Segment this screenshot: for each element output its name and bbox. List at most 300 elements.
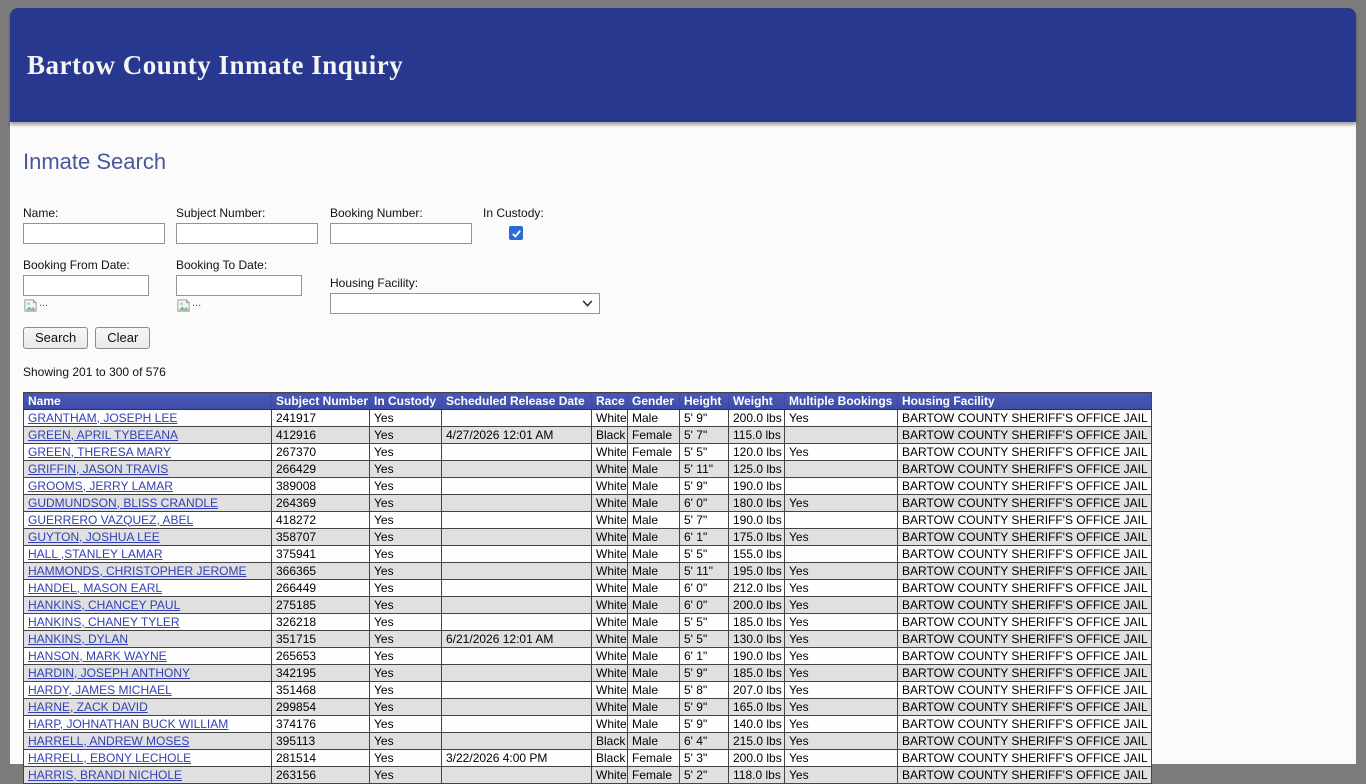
cell-subject-number: 241917 [272,410,370,427]
inmate-name-link[interactable]: HARRELL, EBONY LECHOLE [28,750,192,765]
cell-gender: Male [628,461,680,478]
cell-name [24,699,272,716]
booking-to-date-label: Booking To Date: [176,258,268,272]
form-buttons [23,327,1343,349]
cell-height: 5' 2" [680,767,729,784]
cell-race: White [592,648,628,665]
table-row [24,614,1152,631]
cell-height: 5' 9" [680,410,729,427]
table-row [24,529,1152,546]
cell-housing-facility: BARTOW COUNTY SHERIFF'S OFFICE JAIL [898,597,1152,614]
app-header [10,8,1356,122]
cell-subject-number: 395113 [272,733,370,750]
cell-in-custody: Yes [370,750,442,767]
cell-name [24,529,272,546]
cell-subject-number: 351468 [272,682,370,699]
cell-in-custody: Yes [370,478,442,495]
column-header: Weight [729,393,785,410]
cell-scheduled-release-date [442,529,592,546]
cell-name [24,444,272,461]
cell-gender: Male [628,529,680,546]
cell-weight: 190.0 lbs [729,478,785,495]
cell-weight: 165.0 lbs [729,699,785,716]
cell-multiple-bookings: Yes [785,614,898,631]
cell-name [24,580,272,597]
cell-scheduled-release-date [442,580,592,597]
table-row [24,716,1152,733]
table-row [24,750,1152,767]
cell-housing-facility: BARTOW COUNTY SHERIFF'S OFFICE JAIL [898,546,1152,563]
cell-subject-number: 264369 [272,495,370,512]
cell-subject-number: 366365 [272,563,370,580]
cell-gender: Male [628,546,680,563]
table-row [24,767,1152,784]
cell-scheduled-release-date [442,648,592,665]
cell-multiple-bookings [785,512,898,529]
cell-race: White [592,563,628,580]
cell-in-custody: Yes [370,648,442,665]
cell-multiple-bookings [785,461,898,478]
inmate-name-link[interactable]: GRIFFIN, JASON TRAVIS [28,461,169,476]
table-row [24,699,1152,716]
cell-in-custody: Yes [370,767,442,784]
cell-multiple-bookings: Yes [785,682,898,699]
cell-scheduled-release-date: 3/22/2026 4:00 PM [442,750,592,767]
cell-housing-facility: BARTOW COUNTY SHERIFF'S OFFICE JAIL [898,648,1152,665]
cell-housing-facility: BARTOW COUNTY SHERIFF'S OFFICE JAIL [898,682,1152,699]
cell-weight: 120.0 lbs [729,444,785,461]
subject-number-label: Subject Number: [176,206,266,220]
cell-height: 5' 7" [680,427,729,444]
inmate-name-link[interactable]: HARRELL, ANDREW MOSES [28,733,190,748]
cell-name [24,512,272,529]
cell-in-custody: Yes [370,716,442,733]
cell-scheduled-release-date [442,495,592,512]
table-row [24,461,1152,478]
cell-race: White [592,478,628,495]
cell-height: 5' 5" [680,631,729,648]
cell-weight: 185.0 lbs [729,614,785,631]
results-table [23,392,1152,784]
results-area [23,392,1343,784]
in-custody-label: In Custody: [483,206,544,220]
housing-facility-select[interactable] [330,293,600,314]
cell-housing-facility: BARTOW COUNTY SHERIFF'S OFFICE JAIL [898,512,1152,529]
page-title: Bartow County Inmate Inquiry [27,49,404,80]
cell-in-custody: Yes [370,512,442,529]
cell-multiple-bookings: Yes [785,716,898,733]
cell-scheduled-release-date [442,597,592,614]
cell-gender: Male [628,699,680,716]
broken-image-icon[interactable] [176,298,191,313]
cell-in-custody: Yes [370,733,442,750]
cell-gender: Female [628,427,680,444]
cell-housing-facility: BARTOW COUNTY SHERIFF'S OFFICE JAIL [898,563,1152,580]
cell-name [24,614,272,631]
cell-scheduled-release-date [442,410,592,427]
search-form [23,206,1343,379]
cell-multiple-bookings [785,427,898,444]
cell-subject-number: 266449 [272,580,370,597]
cell-subject-number: 374176 [272,716,370,733]
cell-height: 5' 9" [680,478,729,495]
housing-facility-label: Housing Facility: [330,276,419,290]
cell-weight: 200.0 lbs [729,597,785,614]
cell-scheduled-release-date [442,665,592,682]
inmate-name-link[interactable]: HARP, JOHNATHAN BUCK WILLIAM [28,716,229,731]
cell-scheduled-release-date [442,512,592,529]
cell-gender: Female [628,750,680,767]
table-row [24,682,1152,699]
cell-scheduled-release-date [442,716,592,733]
booking-to-date-input[interactable] [176,275,302,296]
cell-in-custody: Yes [370,682,442,699]
cell-in-custody: Yes [370,461,442,478]
inmate-name-link[interactable]: HARRIS, BRANDI NICHOLE [28,767,183,782]
cell-multiple-bookings: Yes [785,767,898,784]
cell-name [24,665,272,682]
cell-in-custody: Yes [370,444,442,461]
main-content [10,122,1356,782]
cell-weight: 212.0 lbs [729,580,785,597]
cell-race: Black [592,427,628,444]
cell-race: White [592,665,628,682]
inmate-name-link[interactable]: HAMMONDS, CHRISTOPHER JEROME [28,563,247,578]
cell-race: White [592,699,628,716]
cell-in-custody: Yes [370,665,442,682]
cell-in-custody: Yes [370,546,442,563]
column-header: Scheduled Release Date [442,393,592,410]
inmate-name-link[interactable]: HANKINS, CHANCEY PAUL [28,597,181,612]
cell-subject-number: 358707 [272,529,370,546]
cell-gender: Male [628,665,680,682]
cell-multiple-bookings: Yes [785,750,898,767]
cell-height: 6' 0" [680,495,729,512]
cell-name [24,478,272,495]
cell-gender: Female [628,444,680,461]
cell-in-custody: Yes [370,427,442,444]
inmate-name-link[interactable]: HARDY, JAMES MICHAEL [28,682,172,697]
cell-subject-number: 275185 [272,597,370,614]
cell-scheduled-release-date [442,444,592,461]
cell-weight: 215.0 lbs [729,733,785,750]
table-row [24,410,1152,427]
cell-height: 5' 9" [680,665,729,682]
form-row-2 [23,258,1343,314]
cell-race: White [592,444,628,461]
cell-housing-facility: BARTOW COUNTY SHERIFF'S OFFICE JAIL [898,461,1152,478]
booking-number-input[interactable] [330,223,472,244]
cell-housing-facility: BARTOW COUNTY SHERIFF'S OFFICE JAIL [898,699,1152,716]
table-row [24,597,1152,614]
inmate-name-link[interactable]: GUDMUNDSON, BLISS CRANDLE [28,495,219,510]
cell-weight: 155.0 lbs [729,546,785,563]
inmate-name-link[interactable]: HANDEL, MASON EARL [28,580,163,595]
cell-race: White [592,614,628,631]
cell-housing-facility: BARTOW COUNTY SHERIFF'S OFFICE JAIL [898,733,1152,750]
cell-subject-number: 375941 [272,546,370,563]
cell-scheduled-release-date [442,699,592,716]
column-header: Multiple Bookings [785,393,898,410]
inmate-name-link[interactable]: HARDIN, JOSEPH ANTHONY [28,665,191,680]
cell-multiple-bookings: Yes [785,495,898,512]
cell-housing-facility: BARTOW COUNTY SHERIFF'S OFFICE JAIL [898,444,1152,461]
cell-height: 5' 8" [680,682,729,699]
cell-in-custody: Yes [370,495,442,512]
table-row [24,631,1152,648]
page-frame [10,8,1356,782]
cell-weight: 118.0 lbs [729,767,785,784]
cell-subject-number: 265653 [272,648,370,665]
cell-name [24,563,272,580]
name-label: Name: [23,206,59,220]
inmate-name-link[interactable]: GREEN, THERESA MARY [28,444,171,459]
cell-weight: 140.0 lbs [729,716,785,733]
table-row [24,648,1152,665]
column-header: Race [592,393,628,410]
cell-in-custody: Yes [370,614,442,631]
cell-race: White [592,546,628,563]
search-button[interactable]: Search [23,327,88,349]
column-header: Height [680,393,729,410]
broken-image-alt: ... [39,297,49,309]
cell-race: White [592,716,628,733]
column-header: Housing Facility [898,393,1152,410]
inmate-name-link[interactable]: GROOMS, JERRY LAMAR [28,478,173,493]
cell-scheduled-release-date: 6/21/2026 12:01 AM [442,631,592,648]
cell-race: White [592,529,628,546]
cell-housing-facility: BARTOW COUNTY SHERIFF'S OFFICE JAIL [898,495,1152,512]
cell-housing-facility: BARTOW COUNTY SHERIFF'S OFFICE JAIL [898,665,1152,682]
inmate-name-link[interactable]: GUYTON, JOSHUA LEE [28,529,160,544]
cell-race: White [592,682,628,699]
inmate-name-link[interactable]: HALL ,STANLEY LAMAR [28,546,163,561]
cell-race: Black [592,733,628,750]
cell-scheduled-release-date [442,563,592,580]
cell-name [24,427,272,444]
cell-housing-facility: BARTOW COUNTY SHERIFF'S OFFICE JAIL [898,750,1152,767]
cell-height: 6' 4" [680,733,729,750]
table-row [24,580,1152,597]
cell-name [24,648,272,665]
cell-multiple-bookings: Yes [785,733,898,750]
inmate-name-link[interactable]: HANSON, MARK WAYNE [28,648,167,663]
cell-scheduled-release-date [442,614,592,631]
cell-weight: 207.0 lbs [729,682,785,699]
cell-name [24,767,272,784]
cell-race: White [592,410,628,427]
cell-subject-number: 389008 [272,478,370,495]
cell-multiple-bookings: Yes [785,444,898,461]
cell-scheduled-release-date [442,733,592,750]
cell-height: 5' 3" [680,750,729,767]
cell-name [24,733,272,750]
cell-housing-facility: BARTOW COUNTY SHERIFF'S OFFICE JAIL [898,410,1152,427]
cell-height: 5' 9" [680,699,729,716]
cell-gender: Male [628,648,680,665]
cell-name [24,597,272,614]
search-heading: Inmate Search [23,149,167,174]
cell-subject-number: 418272 [272,512,370,529]
cell-race: White [592,597,628,614]
inmate-name-link[interactable]: HANKINS, DYLAN [28,631,129,646]
cell-gender: Female [628,767,680,784]
cell-housing-facility: BARTOW COUNTY SHERIFF'S OFFICE JAIL [898,427,1152,444]
inmate-name-link[interactable]: GRANTHAM, JOSEPH LEE [28,410,178,425]
table-row [24,665,1152,682]
cell-race: White [592,461,628,478]
cell-subject-number: 351715 [272,631,370,648]
cell-height: 6' 0" [680,597,729,614]
in-custody-checkbox[interactable] [509,226,523,240]
cell-name [24,716,272,733]
cell-scheduled-release-date [442,461,592,478]
table-header-row [24,393,1152,410]
cell-gender: Male [628,563,680,580]
cell-in-custody: Yes [370,699,442,716]
cell-multiple-bookings: Yes [785,699,898,716]
cell-race: White [592,631,628,648]
cell-height: 6' 1" [680,529,729,546]
cell-housing-facility: BARTOW COUNTY SHERIFF'S OFFICE JAIL [898,478,1152,495]
column-header: Gender [628,393,680,410]
cell-multiple-bookings: Yes [785,410,898,427]
table-row [24,444,1152,461]
cell-name [24,682,272,699]
inmate-name-link[interactable]: GREEN, APRIL TYBEEANA [28,427,179,442]
cell-weight: 185.0 lbs [729,665,785,682]
cell-housing-facility: BARTOW COUNTY SHERIFF'S OFFICE JAIL [898,631,1152,648]
cell-gender: Male [628,597,680,614]
cell-multiple-bookings [785,478,898,495]
cell-name [24,461,272,478]
column-header: Name [24,393,272,410]
broken-image-alt: ... [192,297,202,309]
cell-height: 5' 7" [680,512,729,529]
booking-from-date-input[interactable] [23,275,149,296]
cell-multiple-bookings: Yes [785,580,898,597]
cell-scheduled-release-date [442,546,592,563]
cell-height: 5' 11" [680,563,729,580]
cell-height: 6' 0" [680,580,729,597]
cell-subject-number: 281514 [272,750,370,767]
cell-multiple-bookings: Yes [785,665,898,682]
cell-housing-facility: BARTOW COUNTY SHERIFF'S OFFICE JAIL [898,529,1152,546]
form-row-1 [23,206,1343,244]
cell-gender: Male [628,682,680,699]
table-row [24,478,1152,495]
cell-weight: 115.0 lbs [729,427,785,444]
cell-multiple-bookings: Yes [785,597,898,614]
cell-gender: Male [628,410,680,427]
cell-gender: Male [628,631,680,648]
cell-subject-number: 266429 [272,461,370,478]
cell-weight: 175.0 lbs [729,529,785,546]
cell-gender: Male [628,716,680,733]
cell-in-custody: Yes [370,580,442,597]
table-row [24,563,1152,580]
cell-gender: Male [628,512,680,529]
cell-multiple-bookings: Yes [785,529,898,546]
cell-subject-number: 342195 [272,665,370,682]
cell-gender: Male [628,580,680,597]
cell-multiple-bookings [785,546,898,563]
cell-in-custody: Yes [370,410,442,427]
cell-subject-number: 299854 [272,699,370,716]
name-input[interactable] [23,223,165,244]
table-row [24,512,1152,529]
cell-housing-facility: BARTOW COUNTY SHERIFF'S OFFICE JAIL [898,716,1152,733]
cell-weight: 180.0 lbs [729,495,785,512]
cell-subject-number: 267370 [272,444,370,461]
cell-housing-facility: BARTOW COUNTY SHERIFF'S OFFICE JAIL [898,580,1152,597]
cell-scheduled-release-date: 4/27/2026 12:01 AM [442,427,592,444]
cell-gender: Male [628,478,680,495]
table-row [24,495,1152,512]
cell-name [24,750,272,767]
cell-subject-number: 412916 [272,427,370,444]
inmate-name-link[interactable]: HANKINS, CHANEY TYLER [28,614,180,629]
cell-subject-number: 326218 [272,614,370,631]
cell-weight: 200.0 lbs [729,410,785,427]
cell-height: 5' 5" [680,614,729,631]
cell-weight: 200.0 lbs [729,750,785,767]
cell-height: 6' 1" [680,648,729,665]
cell-race: White [592,580,628,597]
broken-image-icon[interactable] [23,298,38,313]
cell-height: 5' 9" [680,716,729,733]
table-row [24,546,1152,563]
column-header: Subject Number [272,393,370,410]
cell-housing-facility: BARTOW COUNTY SHERIFF'S OFFICE JAIL [898,767,1152,784]
inmate-name-link[interactable]: HARNE, ZACK DAVID [28,699,148,714]
cell-race: White [592,512,628,529]
chevron-down-icon [582,300,593,307]
cell-height: 5' 5" [680,546,729,563]
cell-name [24,546,272,563]
cell-height: 5' 5" [680,444,729,461]
cell-race: White [592,495,628,512]
cell-weight: 130.0 lbs [729,631,785,648]
cell-scheduled-release-date [442,682,592,699]
checkmark-icon [511,228,522,239]
cell-subject-number: 263156 [272,767,370,784]
cell-multiple-bookings: Yes [785,563,898,580]
results-summary: Showing 201 to 300 of 576 [23,365,166,379]
cell-in-custody: Yes [370,563,442,580]
cell-height: 5' 11" [680,461,729,478]
cell-name [24,495,272,512]
cell-multiple-bookings: Yes [785,648,898,665]
cell-scheduled-release-date [442,478,592,495]
cell-name [24,410,272,427]
cell-multiple-bookings: Yes [785,631,898,648]
clear-button[interactable]: Clear [95,327,150,349]
cell-in-custody: Yes [370,529,442,546]
table-row [24,733,1152,750]
cell-weight: 125.0 lbs [729,461,785,478]
booking-from-date-label: Booking From Date: [23,258,130,272]
cell-in-custody: Yes [370,631,442,648]
cell-gender: Male [628,614,680,631]
cell-gender: Male [628,733,680,750]
cell-in-custody: Yes [370,597,442,614]
cell-race: White [592,767,628,784]
cell-weight: 190.0 lbs [729,512,785,529]
inmate-name-link[interactable]: GUERRERO VAZQUEZ, ABEL [28,512,194,527]
cell-housing-facility: BARTOW COUNTY SHERIFF'S OFFICE JAIL [898,614,1152,631]
subject-number-input[interactable] [176,223,318,244]
